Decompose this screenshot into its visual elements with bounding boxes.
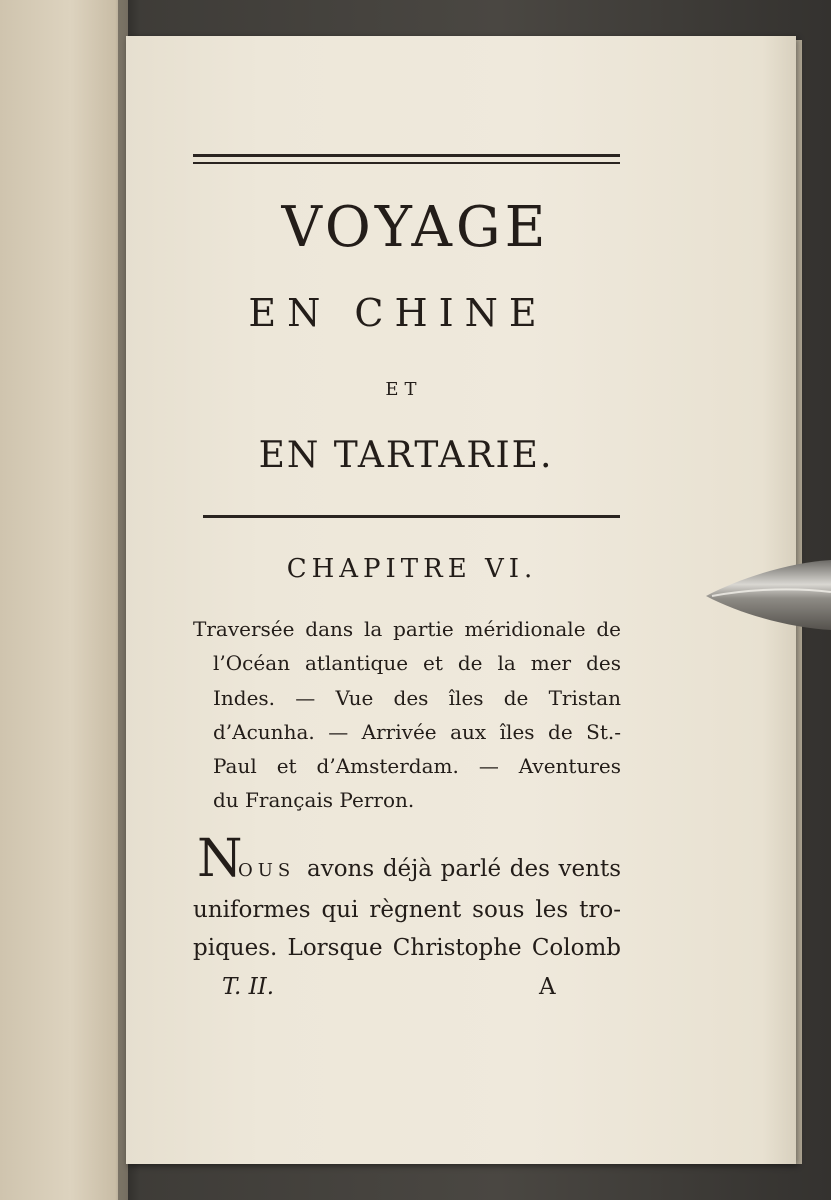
chapter-heading: CHAPITRE VI.: [286, 554, 538, 584]
left-facing-page: [0, 0, 128, 1200]
top-double-rule: [193, 154, 620, 166]
title-en-chine: EN CHINE: [248, 291, 548, 335]
gathering-signature: A: [539, 974, 556, 1000]
chapter-summary-line: l’Océan atlantique et de la mer des: [213, 651, 621, 675]
title-en-tartarie: EN TARTARIE.: [258, 435, 554, 476]
title-rule: [203, 515, 620, 518]
chapter-summary-line: Traversée dans la partie méridionale de: [193, 617, 621, 641]
opening-small-caps: OUS: [238, 860, 296, 881]
volume-signature: T. II.: [222, 974, 275, 1000]
chapter-summary-line: d’Acunha. — Arrivée aux îles de St.-: [213, 720, 621, 744]
drop-cap: N: [197, 829, 243, 889]
body-text-line: uniformes qui règnent sous les tro-: [193, 897, 621, 923]
chapter-summary-line: Indes. — Vue des îles de Tristan: [213, 686, 621, 710]
page-pointer-weight: [704, 558, 831, 632]
body-text-line: piques. Lorsque Christophe Colomb: [193, 935, 621, 961]
chapter-summary-line: Paul et d’Amsterdam. — Aventures: [213, 754, 621, 778]
title-et: ET: [385, 379, 423, 400]
chapter-summary-line: du Français Perron.: [213, 788, 415, 812]
title-voyage: VOYAGE: [281, 195, 550, 260]
body-text-line: avons déjà parlé des vents: [307, 856, 621, 882]
